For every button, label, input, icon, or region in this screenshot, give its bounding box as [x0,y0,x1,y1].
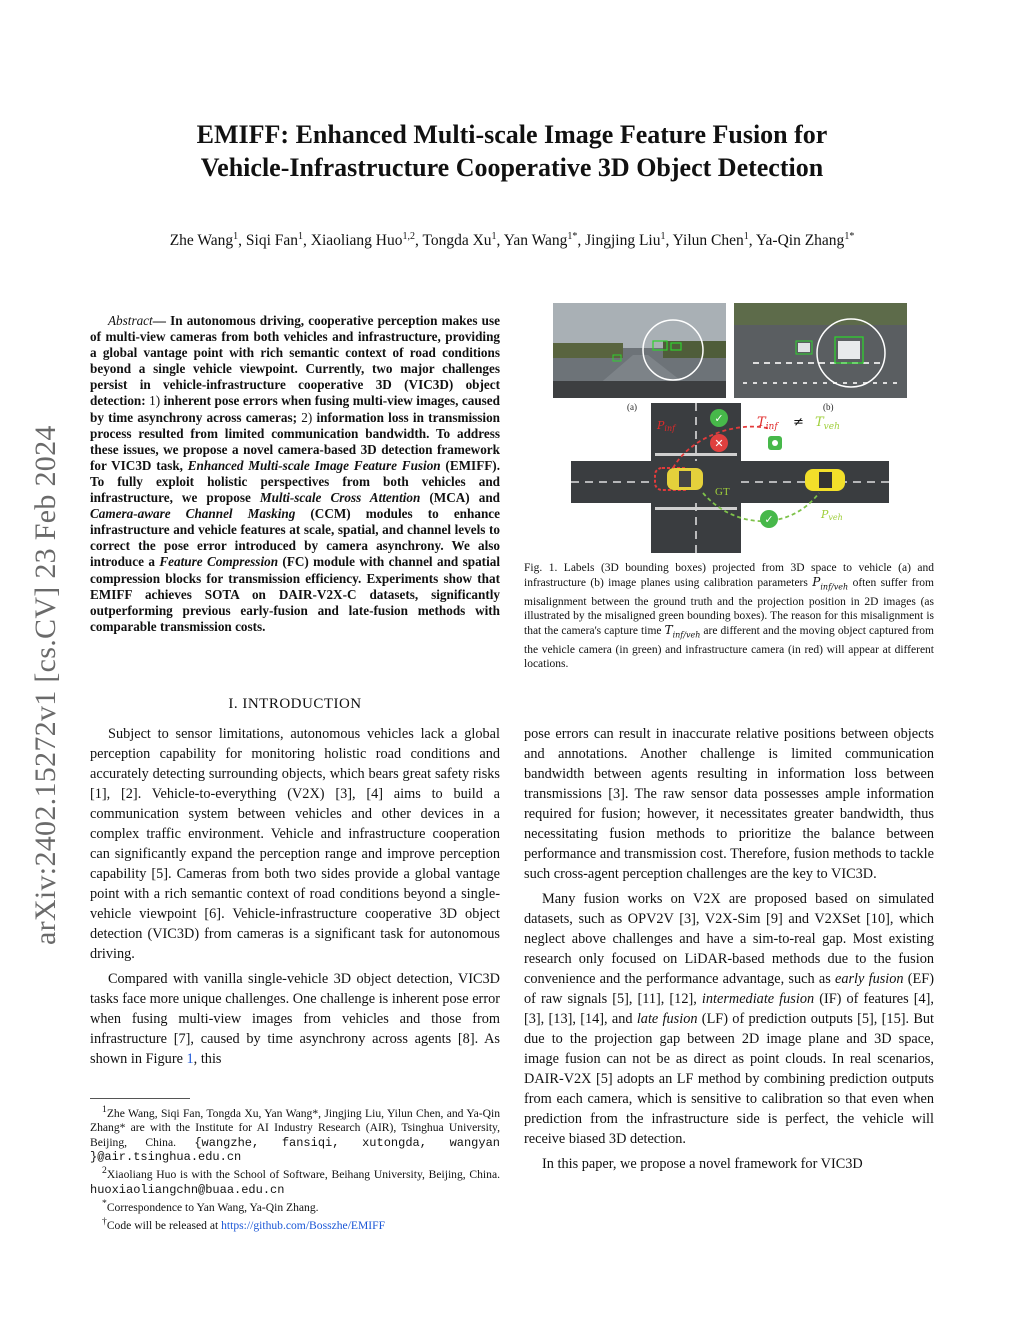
abstract: Abstract— In autonomous driving, cooperative perception makes use of multi-view cameras from both vehicles and infrastructure, providing a global vantage point with rich semantic context of road conditions beyond a single vehicle viewpoint. Currently, two major challenges persist in vehicle-infrastructure cooperative 3D (VIC3D) object detection: 1) inherent pose errors when fusing multi-view images, caused by time asynchrony across cameras; 2) information loss in transmission process resulted from limited communication bandwidth. To address these issues, we propose a novel camera-based 3D detection framework for VIC3D task, Enhanced Multi-scale Image Feature Fusion (EMIFF). To fully exploit holistic perspectives from both vehicles and infrastructure, we propose Multi-scale Cross Attention (MCA) and Camera-aware Channel Masking (CCM) modules to enhance infrastructure and vehicle features at scale, spatial, and channel levels to correct the pose error introduced by camera asynchrony. We also introduce a Feature Compression (FC) module with channel and spatial compression blocks for transmission efficiency. Experiments show that EMIFF achieves SOTA on DAIR-V2X-C datasets, significantly outperforming previous early-fusion and late-fusion methods with comparable transmission costs. [90,313,500,634]
paragraph: In this paper, we propose a novel framework for VIC3D [542,1156,863,1172]
svg-text:✓: ✓ [764,513,774,526]
figure-illustration [553,303,907,553]
t-inf-label: $T_{inf}$ [757,415,778,432]
author: Jingjing Liu [585,232,661,250]
intersection-diagram [571,403,889,553]
author: Siqi Fan [245,232,299,250]
paragraph: Subject to sensor limitations, autonomous vehicles lack a global perception capability for monitoring holistic road conditions and accurately detecting surrounding objects, which bears great safety risks [1], [2]. Vehicle-to-everything (V2X) [3], [4] aims to build a communication system between vehicles and other devices in a complex traffic environment. Vehicle and infrastructure cooperation can significantly expand the perception range and improve perception capability [5]. Cameras from both two sides provide a global vantage point with a rich semantic context of road conditions beyond a single-vehicle viewpoint [6]. Vehicle-infrastructure cooperative 3D object detection (VIC3D) from cameras is a significant task for autonomous driving. [90,726,500,962]
figure-caption: Fig. 1. Labels (3D bounding boxes) projected from 3D space to vehicle (a) and infrastructure (b) image planes using calibration parameters $P_{inf/veh}$ often suffer from misalignment between the ground truth and the projection position in 2D images (as illustrated by the misaligned green bounding boxes). The reason for this misalignment is that the camera's capture time $T_{inf/veh}$ are different and the moving object captured from the vehicle camera (in green) and infrastructure camera (in red) will appear at different locations. [524,562,935,670]
photo-infrastructure-view [734,303,907,398]
section-heading: I. INTRODUCTION [228,696,362,712]
t-veh-label: $T_{veh}$ [815,415,840,432]
author: Tongda Xu [422,232,492,250]
author-list: Zhe Wang$^1$, Siqi Fan$^1$, Xiaoliang Huo$^{1,2}$, Tongda Xu$^1$, Yan Wang$^{1*}$, Jingjing Liu$^1$, Yilun Chen$^1$, Ya-Qin Zhang$^{1*}$ [169,231,855,250]
gt-label: GT [715,486,730,498]
photo-vehicle-view [553,303,726,398]
author: Xiaoliang Huo [310,232,403,250]
svg-text:✕: ✕ [714,437,724,450]
footnote: $^1$Zhe Wang, Siqi Fan, Tongda Xu, Yan Wang*, Jingjing Liu, Yilun Chen, and Ya-Qin Zhang* are with the Institute for AI Industry Research (AIR), Tsinghua University, Beijing, China. {wangzhe, fansiqi, xutongda, wangyan }@air.tsinghua.edu.cn [90,1104,500,1165]
footnote: $^2$Xiaoliang Huo is with the School of Software, Beihang University, Beijing, China. huoxiaoliangchn@buaa.edu.cn [90,1165,500,1197]
arxiv-identifier: arXiv:2402.15272v1 [cs.CV] 23 Feb 2024 [29,425,62,945]
svg-text:✓: ✓ [714,412,724,425]
paragraph: Compared with vanilla single-vehicle 3D object detection, VIC3D tasks face more unique challenges. One challenge is inherent pose error when fusing multi-view images from vehicles and those from infrastructure [7], caused by time asynchrony across agents [8]. As shown in Figure 1, this [90,971,500,1067]
traffic-signal-icon [768,436,782,450]
author: Yilun Chen [672,232,744,250]
title-line-2: Vehicle-Infrastructure Cooperative 3D Object Detection [200,153,824,182]
code-link[interactable]: https://github.com/Bosszhe/EMIFF [221,1219,386,1233]
footnote: †Code will be released at https://github.com/Bosszhe/EMIFF [102,1216,386,1233]
label-a: (a) [627,402,637,412]
car-moving-yellow [805,469,845,491]
car-gt-yellow [667,468,703,490]
title-line-1: EMIFF: Enhanced Multi-scale Image Feature Fusion for [196,120,828,149]
figure-ref-link[interactable]: 1 [186,1051,194,1067]
paragraph: Many fusion works on V2X are proposed based on simulated datasets, such as OPV2V [3], V2X-Sim [9] and V2XSet [10], which neglect above challenges and have a sim-to-real gap. Most existing research only focused on LiDAR-based methods due to the fusion convenience and the performance advantage, such as early fusion (EF) of raw signals [5], [11], [12], intermediate fusion (IF) of features [4], [3], [13], [14], and late fusion (LF) of prediction outputs [5], [15]. But due to the projection gap between 2D image plane and 3D space, image fusion can not be as direct as point clouds. In real scenarios, DAIR-V2X [5] adopts an LF method by combining prediction outputs from each camera, which is sensitive to calibration so that even when prediction from the infrastructure side is perfect, the vehicle will receive biased 3D detection. [524,891,934,1147]
author: Zhe Wang [169,232,234,250]
figure-1 [553,303,907,553]
introduction-text [90,724,500,1074]
abstract-label: Abstract [108,313,153,328]
p-inf-label: Pinf [657,419,676,433]
paragraph: pose errors can result in inaccurate relative positions between objects and annotations. Another challenge is limited communication bandwidth between agents resulting in information loss between transmissions [3]. The raw sensor data possesses ample information required for fusion; however, it necessitates greater bandwidth, thus necessitating fusion methods to prioritize the balance between performance and transmission cost. Therefore, fusion methods to tackle such cross-agent perception challenges are the key to VIC3D. [524,726,934,882]
footnote: *Correspondence to Yan Wang, Ya-Qin Zhang. [102,1198,319,1215]
p-veh-label: Pveh [821,508,843,522]
footnote-rule [90,1098,190,1099]
not-equal-symbol: ≠ [793,415,804,430]
author: Yan Wang [503,232,568,250]
author: Ya-Qin Zhang [755,232,845,250]
label-b: (b) [823,402,834,412]
paper-title [90,118,934,184]
footnotes [90,1103,500,1234]
right-column-text [524,724,934,1179]
